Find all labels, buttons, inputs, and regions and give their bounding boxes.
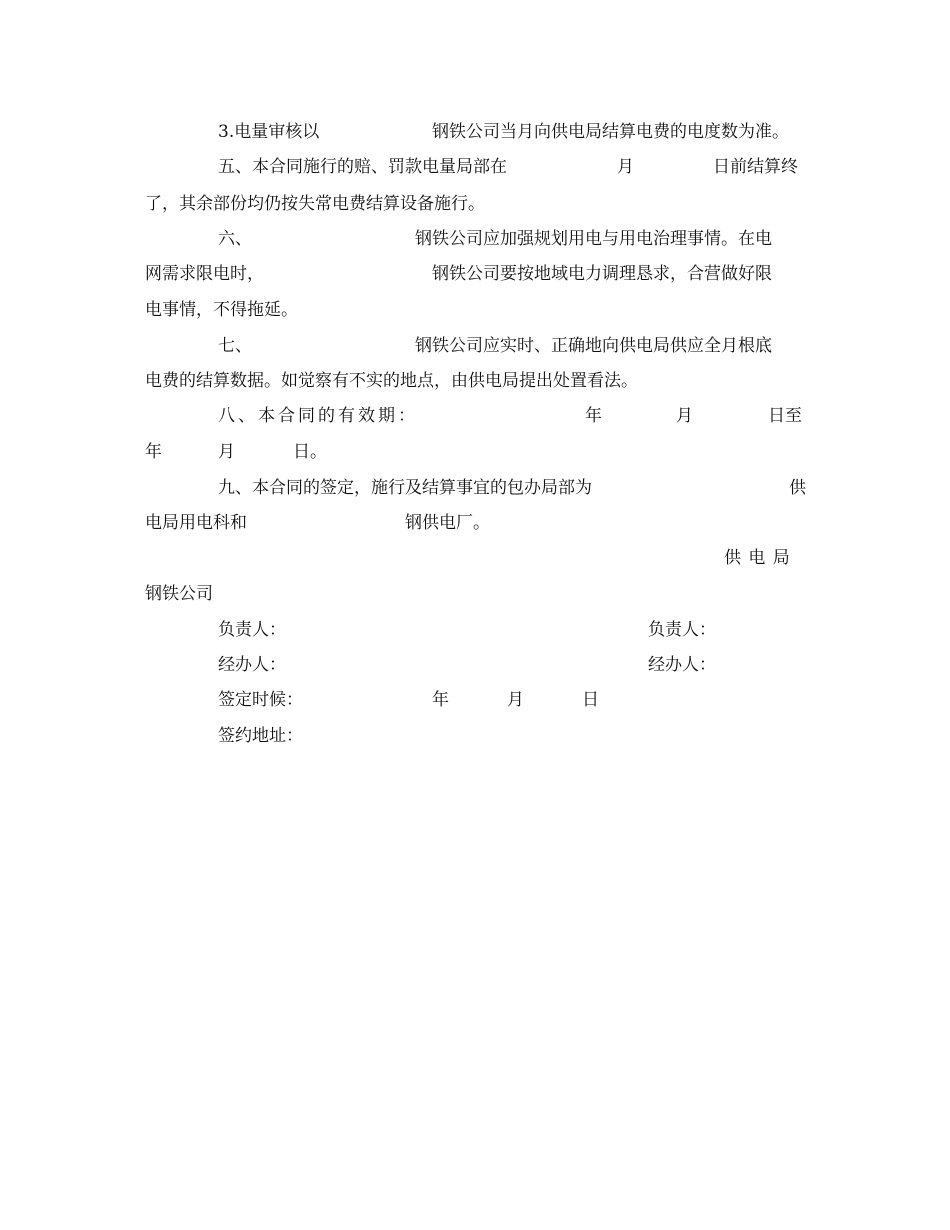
item5-month: 月: [617, 157, 634, 177]
item3-text-2: 钢铁公司当月向供电局结算电费的电度数为准。: [432, 122, 789, 142]
item7-line2: 电费的结算数据。如觉察有不实的地点，由供电局提出处置看法。: [145, 371, 638, 391]
item6-text-1: 六、: [218, 229, 252, 249]
item6-line2-text-2: 钢铁公司要按地域电力调理恳求，合营做好限: [432, 264, 772, 284]
item3-text-1: 3.电量审核以: [218, 122, 320, 142]
item9-line2-text-1: 电局用电科和: [145, 513, 247, 533]
party-power-bureau: 供 电 局: [724, 548, 791, 568]
item6-text-2: 钢铁公司应加强规划用电与用电治理事情。在电: [415, 229, 772, 249]
item5-text-line2: 了，其余部份均仍按失常电费结算设备施行。: [145, 194, 485, 214]
item8-month: 月: [676, 406, 693, 426]
item8-line2-month: 月: [218, 442, 235, 462]
item5-text-1: 五、本合同施行的赔、罚款电量局部在: [218, 157, 507, 177]
item9-line2-text-2: 钢供电厂。: [405, 513, 490, 533]
item8-text-1: 八、本合同的有效期：: [218, 406, 418, 426]
item8-day-to: 日至: [768, 406, 802, 426]
item8-year: 年: [585, 406, 602, 426]
item9-text-2: 供: [789, 478, 806, 498]
item7-text-1: 七、: [218, 336, 252, 356]
handler-left-label: 经办人：: [218, 655, 286, 675]
sign-date-year: 年: [432, 690, 449, 710]
item7-text-2: 钢铁公司应实时、正确地向供电局供应全月根底: [415, 336, 772, 356]
sign-place-label: 签约地址：: [218, 726, 303, 746]
sign-date-month: 月: [507, 690, 524, 710]
sign-date-label: 签定时候：: [218, 690, 303, 710]
item5-text-2: 日前结算终: [713, 157, 798, 177]
responsible-left-label: 负责人：: [218, 620, 286, 640]
responsible-right-label: 负责人：: [648, 620, 716, 640]
item8-line2-year: 年: [145, 442, 162, 462]
sign-date-day: 日: [582, 690, 599, 710]
party-steel-company: 钢铁公司: [145, 584, 213, 604]
item6-line3: 电事情，不得拖延。: [145, 300, 298, 320]
item9-text-1: 九、本合同的签定，施行及结算事宜的包办局部为: [218, 478, 592, 498]
item6-line2-text-1: 网需求限电时，: [145, 264, 264, 284]
handler-right-label: 经办人：: [648, 655, 716, 675]
item8-line2-day: 日。: [293, 442, 327, 462]
